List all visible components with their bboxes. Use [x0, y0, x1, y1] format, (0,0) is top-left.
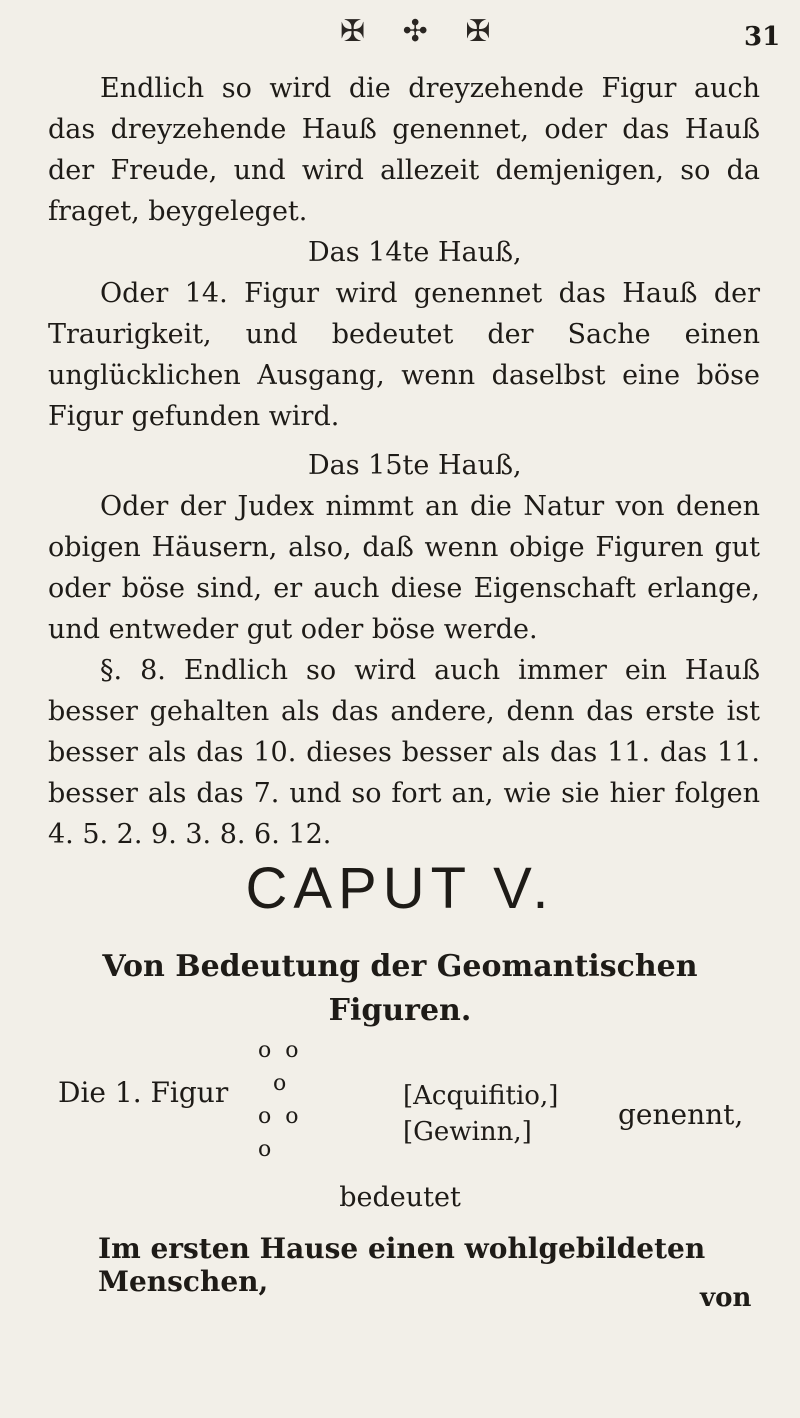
figure-latin-name: Acquifitio,: [413, 1081, 549, 1111]
figure-meaning-line: Im ersten Hause einen wohlgebildeten Menschen,: [98, 1232, 706, 1298]
chapter-title: Von Bedeutung der Geomantischen Figuren.: [102, 949, 698, 1028]
subheading-house-15: Das 15te Hauß,: [308, 450, 522, 481]
catchword: von: [700, 1283, 752, 1313]
geomantic-figure-block: o o o o o o Die 1. Figur [Acquifitio,] [Gewinn,] genennt,: [58, 1038, 744, 1162]
figure-means-word: bedeutet: [339, 1182, 461, 1213]
paragraph-house-15: Oder der Judex nimmt an die Natur von denen obigen Häusern, also, daß wenn obige Figuren gut oder böse sind, er auch diese Eigenschaft erlange, und entweder gut oder böse werde.: [48, 491, 760, 645]
figure-german-name: Gewinn,: [413, 1117, 522, 1147]
subheading-house-14: Das 14te Hauß,: [308, 237, 522, 268]
paragraph-house-14: Oder 14. Figur wird genennet das Hauß der Traurigkeit, und bedeutet der Sache einen unglücklichen Ausgang, wenn daselbst eine böse Figur gefunden wird.: [48, 278, 760, 432]
figure-label: Die 1. Figur: [58, 1076, 229, 1109]
figure-name-bracket: [Acquifitio,] [Gewinn,]: [403, 1081, 559, 1147]
body-text: [48, 68, 760, 855]
figure-named-word: genennt,: [618, 1098, 744, 1131]
page-number: 31: [744, 22, 781, 52]
header-ornament: ✠ ✣ ✠: [340, 14, 505, 49]
paragraph-section-8: §. 8. Endlich so wird auch immer ein Hauß besser gehalten als das andere, denn das erste ist besser als das 10. dieses besser als das 11. das 11. besser als das 7. und so fort an, wie sie hier folgen 4. 5. 2. 9. 3. 8. 6. 12.: [48, 655, 760, 850]
chapter-heading: CAPUT V.: [245, 856, 555, 921]
paragraph-house-13: Endlich so wird die dreyzehende Figur auch das dreyzehende Hauß genennet, oder das Hauß der Freude, und wird allezeit demjenigen, so da fraget, beygeleget.: [48, 73, 760, 227]
